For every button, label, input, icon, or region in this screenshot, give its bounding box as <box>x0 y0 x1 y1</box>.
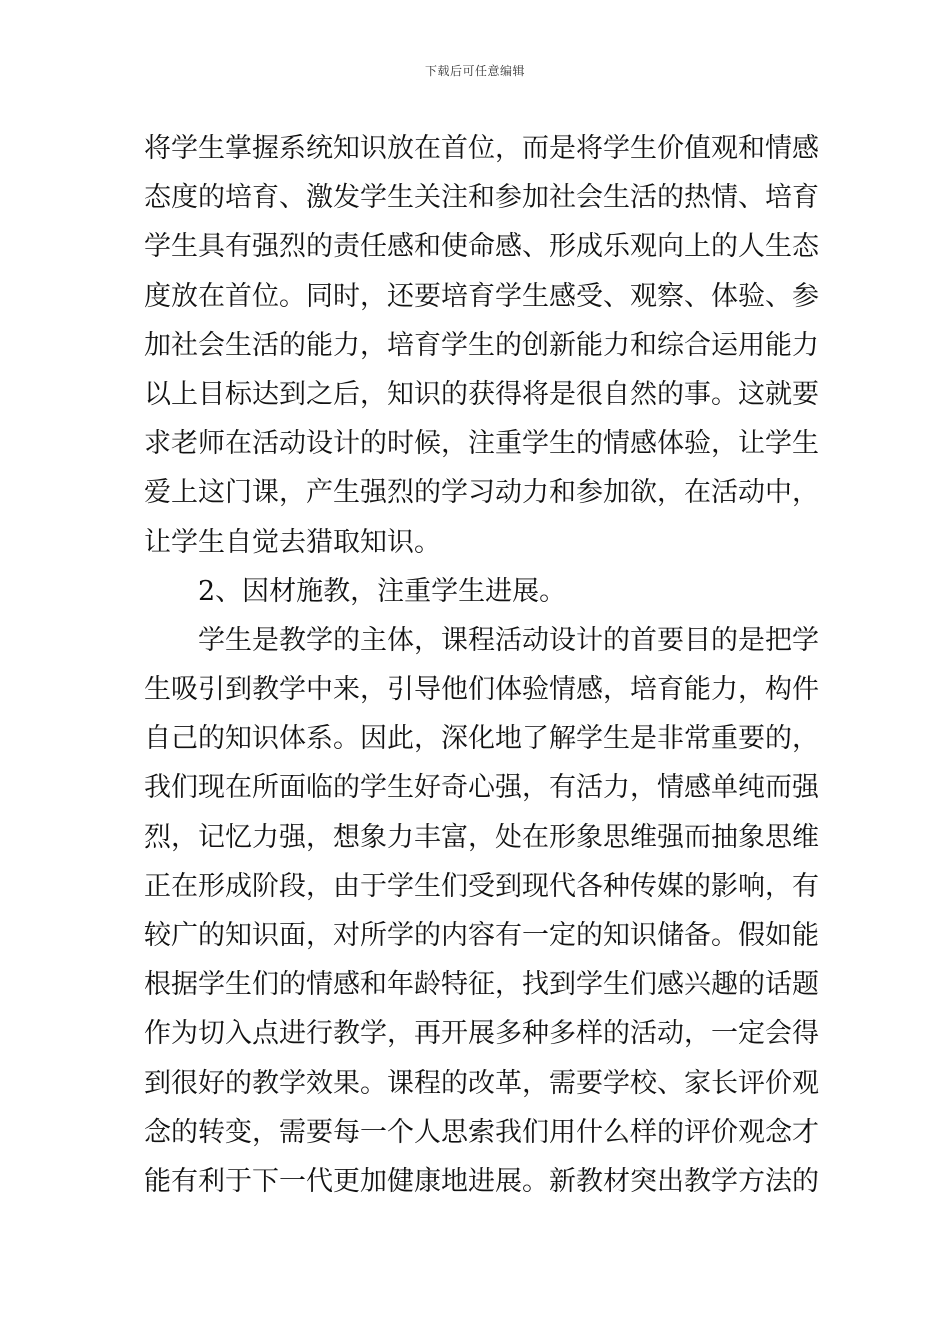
document-body <box>144 124 819 1206</box>
text-line: 将学生掌握系统知识放在首位，而是将学生价值观和情感 <box>144 133 819 164</box>
text-line: 到很好的教学效果。课程的改革，需要学校、家长评价观 <box>144 1067 819 1099</box>
text-line: 我们现在所面临的学生好奇心强，有活力，情感单纯而强 <box>144 772 819 804</box>
text-line: 正在形成阶段，由于学生们受到现代各种传媒的影响，有 <box>144 870 819 902</box>
text-line: 作为切入点进行教学，再开展多种多样的活动，一定会得 <box>144 1018 819 1050</box>
text-line: 学生具有强烈的责任感和使命感、形成乐观向上的人生态 <box>144 231 819 263</box>
text-line: 能有利于下一代更加健康地进展。新教材突出教学方法的 <box>144 1165 819 1197</box>
text-line: 爱上这门课，产生强烈的学习动力和参加欲，在活动中， <box>144 477 819 509</box>
text-line: 求老师在活动设计的时候，注重学生的情感体验，让学生 <box>144 428 819 460</box>
text-line: 根据学生们的情感和年龄特征，找到学生们感兴趣的话题 <box>144 969 819 1001</box>
text-line: 烈，记忆力强，想象力丰富，处在形象思维强而抽象思维 <box>144 821 819 853</box>
text-line: 度放在首位。同时，还要培育学生感受、观察、体验、参 <box>144 280 819 312</box>
text-line: 态度的培育、激发学生关注和参加社会生活的热情、培育 <box>144 182 819 214</box>
text-line: 自己的知识体系。因此，深化地了解学生是非常重要的， <box>144 723 819 755</box>
text-line: 2、因材施教，注重学生进展。 <box>198 575 567 607</box>
text-line: 生吸引到教学中来，引导他们体验情感，培育能力，构件 <box>144 674 819 706</box>
text-line: 加社会生活的能力，培育学生的创新能力和综合运用能力 <box>144 329 819 361</box>
page-header: 下载后可任意编辑 <box>424 64 525 78</box>
text-line: 较广的知识面，对所学的内容有一定的知识储备。假如能 <box>144 920 819 951</box>
text-line: 让学生自觉去猎取知识。 <box>144 526 441 558</box>
text-line: 以上目标达到之后，知识的获得将是很自然的事。这就要 <box>144 378 819 410</box>
text-line: 念的转变，需要每一个人思索我们用什么样的评价观念才 <box>144 1116 819 1148</box>
text-line: 学生是教学的主体，课程活动设计的首要目的是把学 <box>198 624 819 656</box>
